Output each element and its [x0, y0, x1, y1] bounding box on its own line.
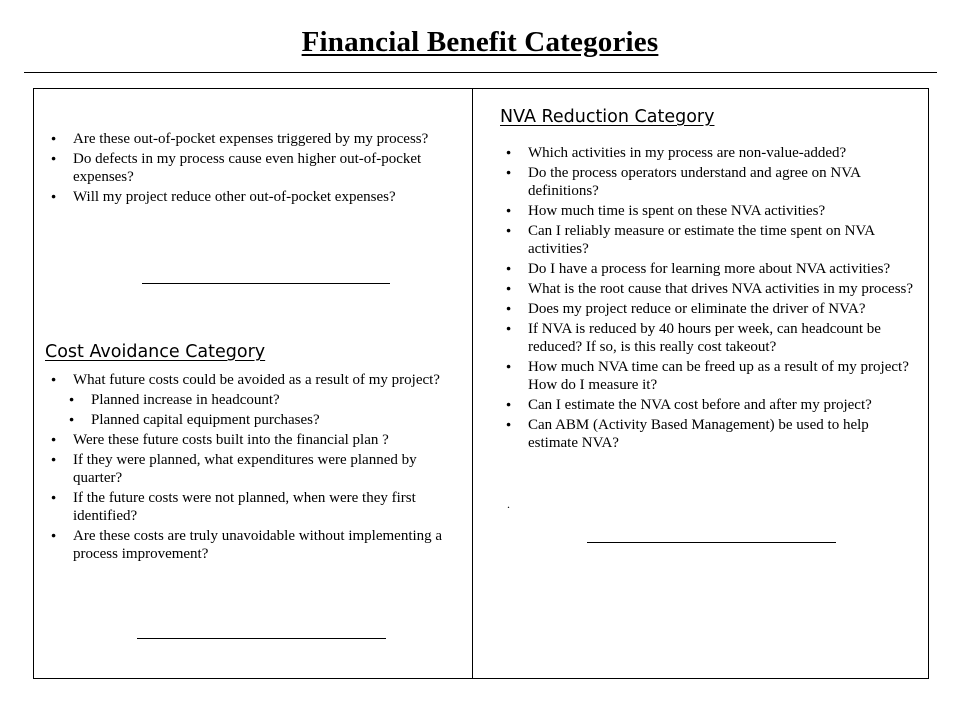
list-item: ● How much time is spent on these NVA activities? — [500, 202, 915, 220]
list-item: ● Can ABM (Activity Based Management) be used to help estimate NVA? — [500, 416, 915, 452]
list-item: ● Do defects in my process cause even higher out-of-pocket expenses? — [45, 150, 460, 186]
column-divider — [472, 88, 473, 679]
section-rule — [137, 638, 386, 639]
list-item: ● Can I estimate the NVA cost before and after my project? — [500, 396, 915, 414]
title-divider — [24, 72, 937, 73]
cost-avoidance-list — [45, 371, 465, 563]
page-title: Financial Benefit Categories — [301, 26, 659, 58]
trailing-mark: . — [507, 497, 510, 511]
list-item: ● Will my project reduce other out-of-pocket expenses? — [45, 188, 460, 206]
list-item: ● If the future costs were not planned, when were they first identified? — [45, 489, 465, 525]
list-item: ● Which activities in my process are non-value-added? — [500, 144, 915, 162]
sub-list-item: ● Planned increase in headcount? — [45, 391, 465, 409]
cost-avoidance-section — [45, 343, 465, 565]
nva-reduction-list — [500, 144, 915, 452]
out-of-pocket-list — [45, 130, 460, 206]
nva-reduction-heading: NVA Reduction Category — [500, 107, 715, 127]
section-rule — [587, 542, 836, 543]
list-item: ● What future costs could be avoided as a result of my project? — [45, 371, 465, 389]
list-item: ● Were these future costs built into the financial plan ? — [45, 431, 465, 449]
list-item: ● Are these costs are truly unavoidable without implementing a process improvement? — [45, 527, 465, 563]
list-item: ● If NVA is reduced by 40 hours per week, can headcount be reduced? If so, is this really cost takeout? — [500, 320, 915, 356]
list-item: ● Does my project reduce or eliminate the driver of NVA? — [500, 300, 915, 318]
list-item: ● How much NVA time can be freed up as a result of my project? How do I measure it? — [500, 358, 915, 394]
list-item: ● Do I have a process for learning more about NVA activities? — [500, 260, 915, 278]
list-item: ● If they were planned, what expenditures were planned by quarter? — [45, 451, 465, 487]
list-item: ● What is the root cause that drives NVA activities in my process? — [500, 280, 915, 298]
section-rule — [142, 283, 390, 284]
sub-list-item: ● Planned capital equipment purchases? — [45, 411, 465, 429]
list-item: ● Can I reliably measure or estimate the time spent on NVA activities? — [500, 222, 915, 258]
list-item: ● Do the process operators understand and agree on NVA definitions? — [500, 164, 915, 200]
out-of-pocket-section — [45, 130, 460, 208]
nva-reduction-section — [500, 108, 915, 454]
list-item: ● Are these out-of-pocket expenses triggered by my process? — [45, 130, 460, 148]
cost-avoidance-heading: Cost Avoidance Category — [45, 342, 266, 362]
